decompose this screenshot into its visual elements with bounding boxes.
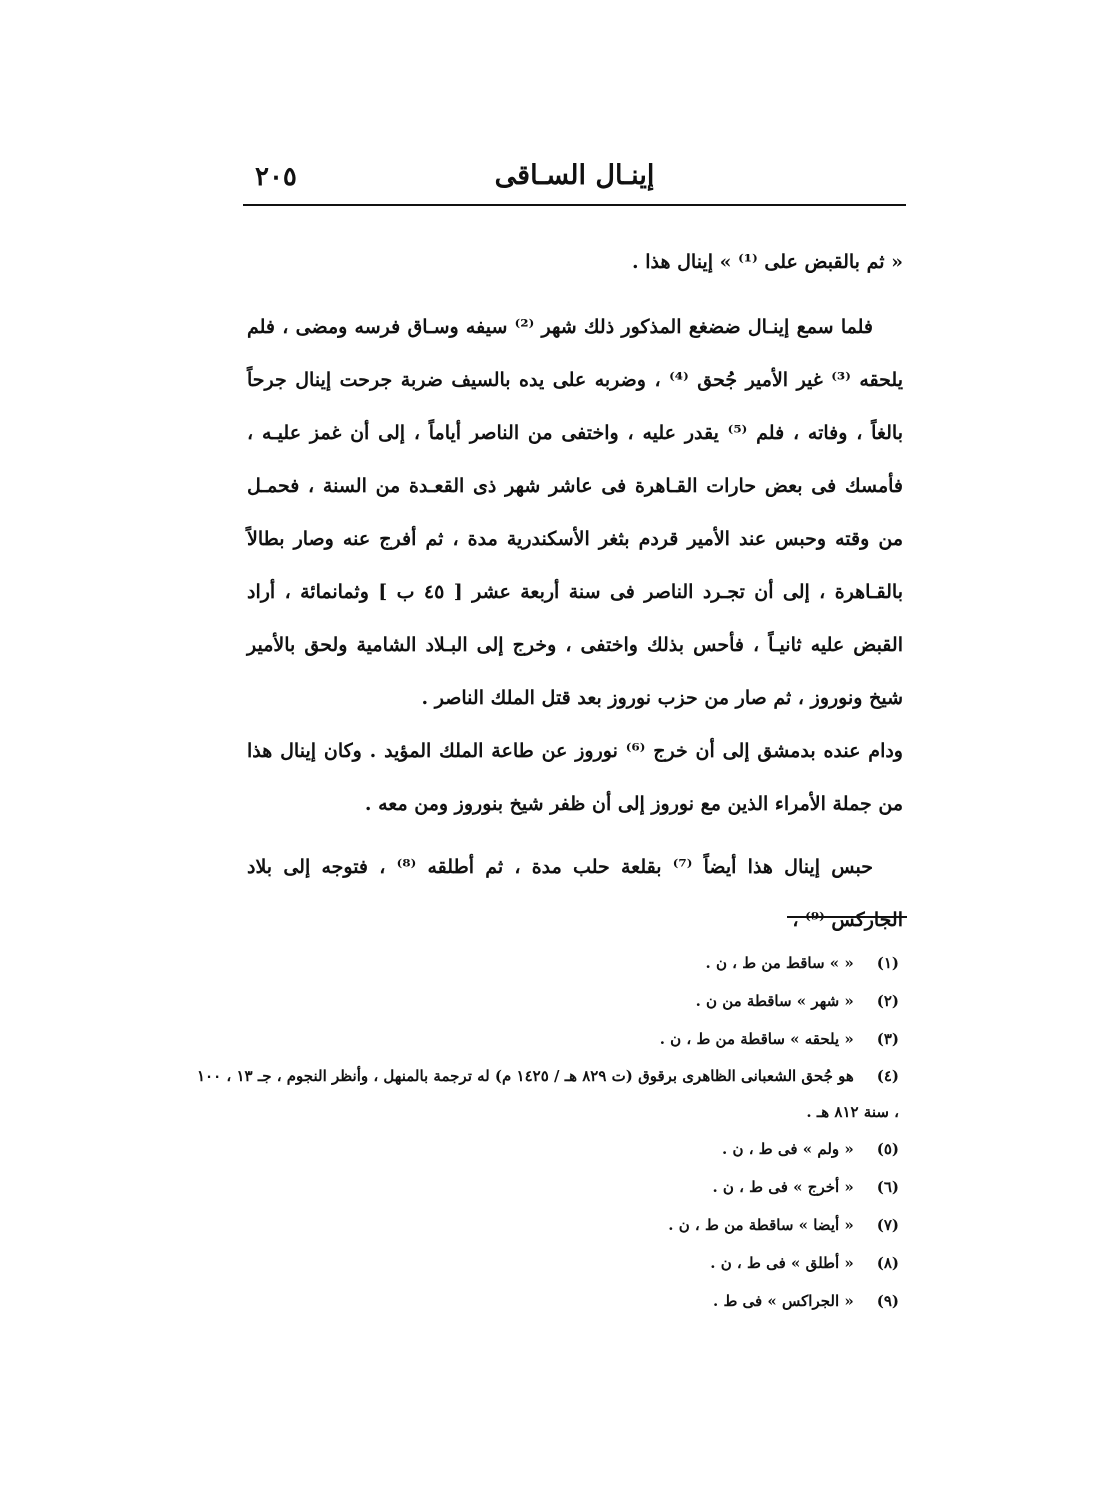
chapter-title: إينـال السـاقى (494, 160, 655, 191)
footnotes (194, 944, 899, 1320)
footnote (194, 1206, 899, 1244)
footnote-number: (١) (876, 954, 899, 972)
running-header (243, 152, 906, 202)
footnote-number: (٤) (876, 1067, 899, 1085)
footnote-rule (787, 916, 907, 918)
footnote-text: « يلحقه » ساقطة من ط ، ن . (659, 1030, 854, 1048)
footnote-text: هو جُحق الشعبانى الظاهرى برقوق (ت ٨٢٩ هـ / ١٤٢٥ م) له ترجمة بالمنهل ، وأنظر النجوم ، جـ ١٣ ، ١٠٠ ، سنة ٨١٢ هـ . (197, 1067, 899, 1121)
footnote-number: (٣) (876, 1030, 899, 1048)
header-rule (243, 204, 906, 206)
paragraph: فلما سمع إينـال ضضغع المذكور ذلك شهر ⁽²⁾ سيفه وسـاق فرسه ومضى ، فلم يلحقه ⁽³⁾ غير الأمير جُحق ⁽⁴⁾ ، وضربه على يده بالسيف ضربة جرحت إينال جرحاً بالغاً ، وفاته ، فلم ⁽⁵⁾ يقدر عليه ، واختفى من الناصر أياماً ، إلى أن غمز عليـه ، فأمسك فى بعض حارات القـاهرة فى عاشر شهر ذى القعـدة من السنة ، فحمـل من وقته وحبس عند الأمير قردم بثغر الأسكندرية مدة ، ثم أفرج عنه وصار بطالاً بالقـاهرة ، إلى أن تجـرد الناصر فى سنة أربعة عشر [ ٤٥ ب ] وثمانمائة ، أراد القبض عليه ثانيـاً ، فأحس بذلك واختفى ، وخرج إلى البـلاد الشامية ولحق بالأمير شيخ ونوروز ، ثم صار من حزب نوروز بعد قتل الملك الناصر . (247, 316, 903, 709)
footnote (194, 944, 899, 982)
footnote (194, 1058, 899, 1130)
footnote-text: « ولم » فى ط ، ن . (722, 1140, 854, 1158)
page-number: ٢٠٥ (255, 162, 297, 192)
footnote-number: (٨) (876, 1254, 899, 1272)
footnote (194, 1020, 899, 1058)
paragraph: حبس إينال هذا أيضاً ⁽⁷⁾ بقلعة حلب مدة ، ثم أطلقه ⁽⁸⁾ ، فتوجه إلى بلاد الجاركس ⁽⁹⁾ ، (247, 856, 903, 931)
footnote-text: « الجراكس » فى ط . (713, 1292, 854, 1310)
footnote (194, 1282, 899, 1320)
footnote-text: « » ساقط من ط ، ن . (705, 954, 854, 972)
paragraph: ودام عنده بدمشق إلى أن خرج ⁽⁶⁾ نوروز عن طاعة الملك المؤيد . وكان إينال هذا من جملة الأمراء الذين مع نوروز إلى أن ظفر شيخ بنوروز ومن معه . (247, 740, 903, 815)
footnote-text: « شهر » ساقطة من ن . (695, 992, 854, 1010)
footnote-number: (٦) (876, 1178, 899, 1196)
footnote-number: (٧) (876, 1216, 899, 1234)
footnote (194, 1130, 899, 1168)
footnote (194, 1244, 899, 1282)
main-text (247, 236, 903, 947)
footnote-text: « أطلق » فى ط ، ن . (710, 1254, 854, 1272)
footnote-text: « أخرج » فى ط ، ن . (712, 1178, 854, 1196)
footnote-number: (٥) (876, 1140, 899, 1158)
footnote-number: (٩) (876, 1292, 899, 1310)
footnote (194, 982, 899, 1020)
footnote (194, 1168, 899, 1206)
paragraph: « ثم بالقبض على ⁽¹⁾ » إينال هذا . (632, 251, 903, 273)
footnote-text: « أيضا » ساقطة من ط ، ن . (668, 1216, 854, 1234)
footnote-number: (٢) (876, 992, 899, 1010)
